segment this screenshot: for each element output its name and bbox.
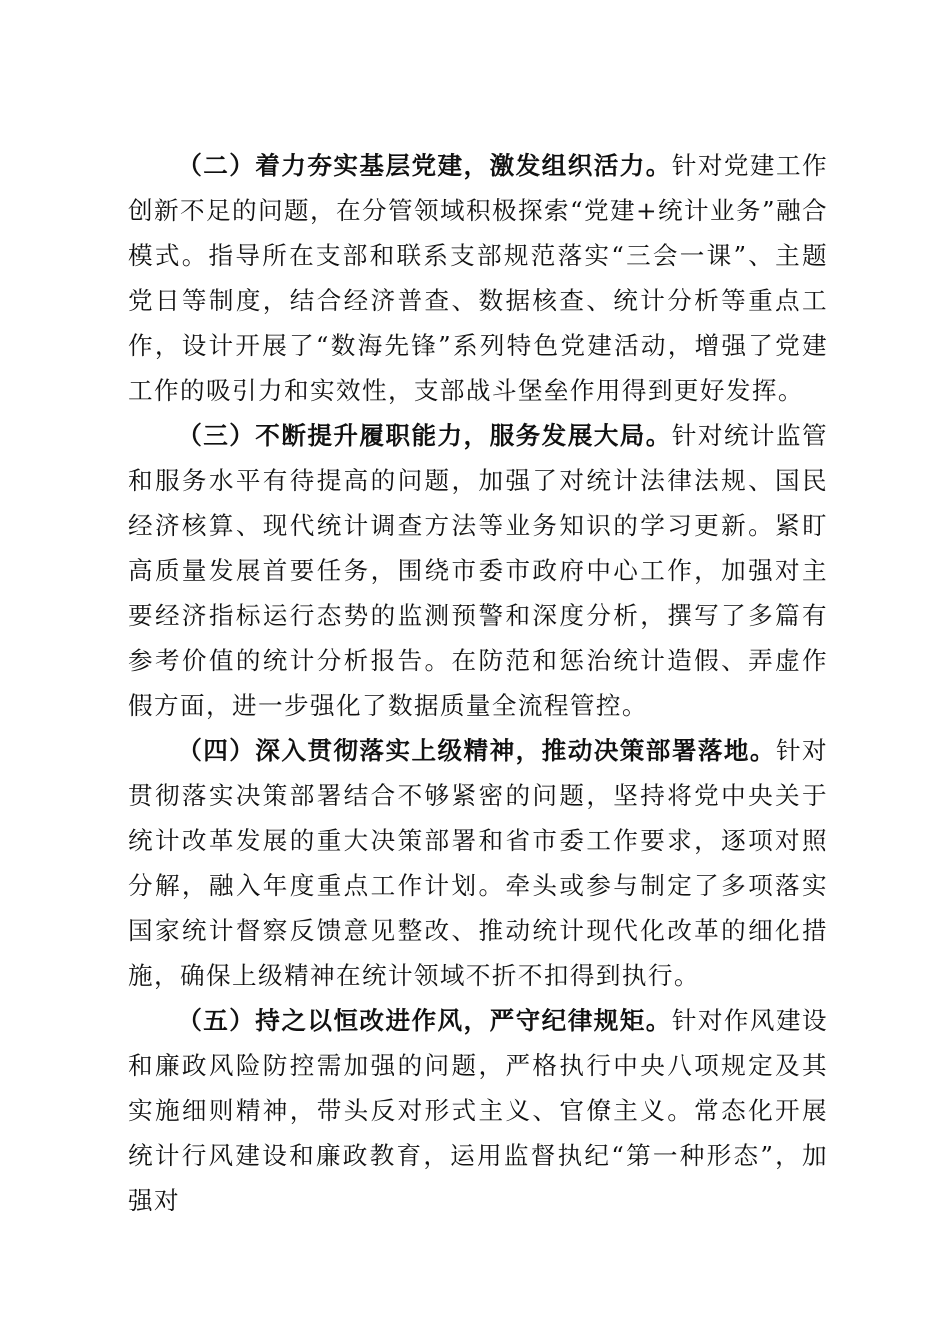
paragraph-text: 针对作风建设和廉政风险防控需加强的问题，严格执行中央八项规定及其实施细则精神，带头反对形式主义、官僚主义。常态化开展统计行风建设和廉政教育，运用监督执纪“第一种形态”，加强对 [128,1006,828,1215]
paragraph-text: 针对统计监管和服务水平有待提高的问题，加强了对统计法律法规、国民经济核算、现代统计调查方法等业务知识的学习更新。紧盯高质量发展首要任务，围绕市委市政府中心工作，加强对主要经济指标运行态势的监测预警和深度分析，撰写了多篇有参考价值的统计分析报告。在防范和惩治统计造假、弄虚作假方面，进一步强化了数据质量全流程管控。 [128,421,828,720]
paragraph-text: 针对党建工作创新不足的问题，在分管领域积极探索“党建+统计业务”融合模式。指导所在支部和联系支部规范落实“三会一课”、主题党日等制度，结合经济普查、数据核查、统计分析等重点工作，设计开展了“数海先锋”系列特色党建活动，增强了党建工作的吸引力和实效性，支部战斗堡垒作用得到更好发挥。 [128,151,828,405]
paragraph-heading: （五）持之以恒改进作风，严守纪律规矩。 [177,1006,672,1035]
paragraph-implementation [128,728,828,998]
paragraph-capability [128,413,828,728]
paragraph-heading: （三）不断提升履职能力，服务发展大局。 [177,421,672,450]
paragraph-heading: （四）深入贯彻落实上级精神，推动决策部署落地。 [177,736,776,765]
document-body [128,143,828,1223]
paragraph-party-building [128,143,828,413]
paragraph-heading: （二）着力夯实基层党建，激发组织活力。 [177,151,672,180]
paragraph-work-style [128,998,828,1223]
paragraph-text: 针对贯彻落实决策部署结合不够紧密的问题，坚持将党中央关于统计改革发展的重大决策部署和省市委工作要求，逐项对照分解，融入年度重点工作计划。牵头或参与制定了多项落实国家统计督察反馈意见整改、推动统计现代化改革的细化措施，确保上级精神在统计领域不折不扣得到执行。 [128,736,828,990]
